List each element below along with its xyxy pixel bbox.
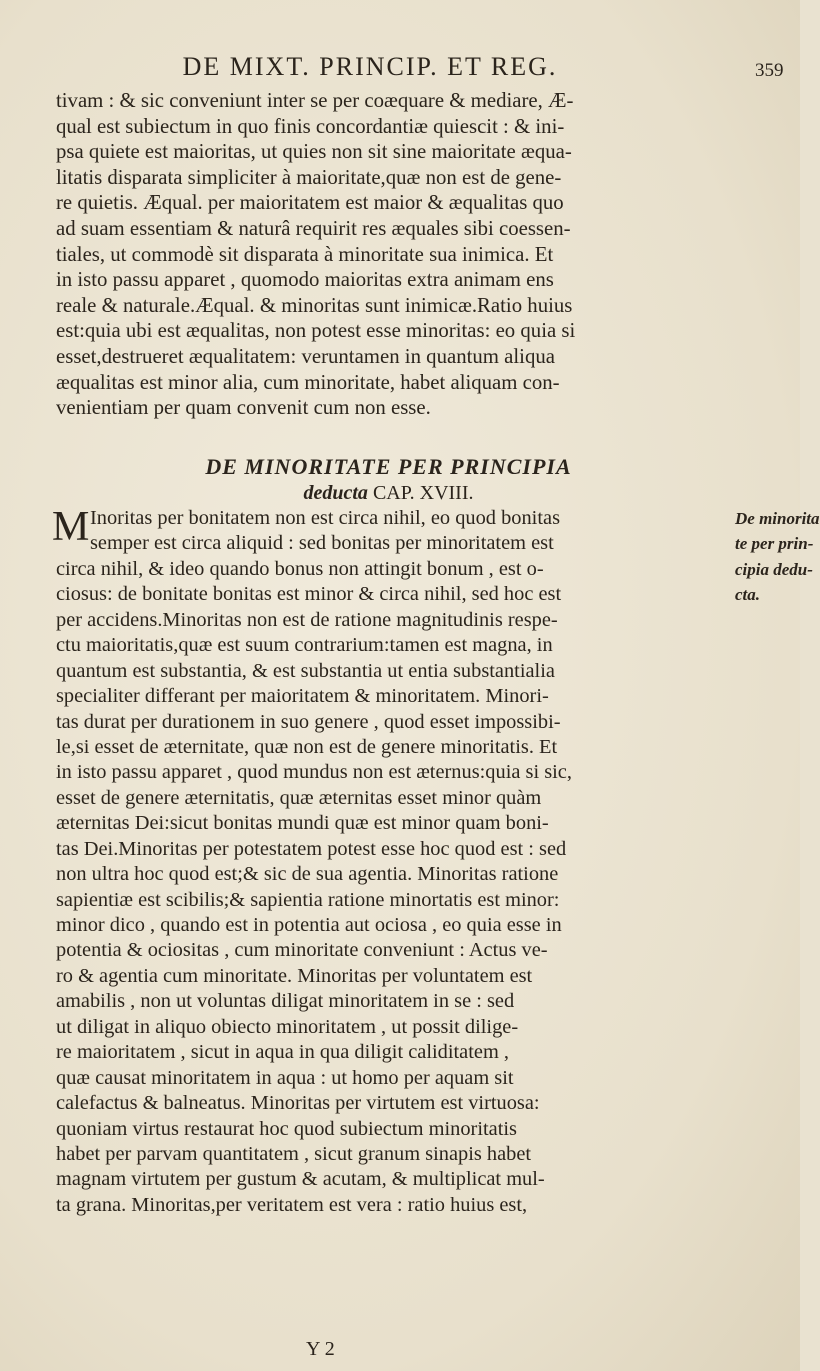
text-line: ciosus: de bonitate bonitas est minor & circa nihil, sed hoc est: [56, 583, 562, 606]
text-line: quoniam virtus restaurat hoc quod subiectum minoritatis: [56, 1117, 517, 1140]
text-line: ut diligat in aliquo obiecto minoritatem , ut possit dilige-: [56, 1015, 519, 1038]
chapter-body: [56, 506, 721, 1218]
text-line: specialiter differant per maioritatem & minoritatem. Minori-: [56, 685, 549, 708]
text-line: litatis disparata simpliciter à maioritate,quæ non est de gene-: [56, 165, 562, 189]
chapter-number: CAP. XVIII.: [372, 482, 474, 504]
text-line: esset de genere æternitatis, quæ æternitas esset minor quàm: [56, 786, 542, 809]
drop-cap: M: [52, 504, 90, 550]
text-line: per accidens.Minoritas non est de ratione magnitudinis respe-: [56, 608, 558, 631]
text-line: re maioritatem , sicut in aqua in qua diligit caliditatem ,: [56, 1041, 509, 1064]
chapter-subtitle: [56, 482, 721, 505]
text-line: calefactus & balneatus. Minoritas per virtutem est virtuosa:: [56, 1092, 540, 1115]
marginal-note-line: De minorita: [735, 509, 820, 528]
chapter-subtitle-italic: deducta: [303, 482, 368, 504]
text-line: tas durat per durationem in suo genere , quod esset impossibi-: [56, 710, 561, 733]
text-line: æternitas Dei:sicut bonitas mundi quæ est minor quam boni-: [56, 812, 549, 835]
text-line: qual est subiectum in quo finis concordantiæ quiescit : & ini-: [56, 114, 565, 138]
text-line: circa nihil, & ideo quando bonus non attingit bonum , est o-: [56, 557, 544, 580]
text-line: tiales, ut commodè sit disparata à minoritate sua inimica. Et: [56, 242, 554, 266]
text-line: Inoritas per bonitatem non est circa nihil, eo quod bonitas: [90, 507, 561, 529]
text-line: tas Dei.Minoritas per potestatem potest esse hoc quod est : sed: [56, 837, 567, 860]
text-line: ta grana. Minoritas,per veritatem est vera : ratio huius est,: [56, 1193, 528, 1216]
text-line: ad suam essentiam & naturâ requirit res æquales sibi coessen-: [56, 216, 571, 240]
text-line: in isto passu apparet , quomodo maioritas extra animam ens: [56, 268, 554, 292]
text-line: tivam : & sic conveniunt inter se per coæquare & mediare, Æ-: [56, 89, 574, 112]
text-line: habet per parvam quantitatem , sicut granum sinapis habet: [56, 1142, 532, 1165]
marginal-note-line: cta.: [735, 585, 761, 605]
text-line: reale & naturale.Æqual. & minoritas sunt inimicæ.Ratio huius: [56, 293, 573, 317]
text-line: re quietis. Æqual. per maioritatem est maior & æqualitas quo: [56, 191, 564, 215]
text-line: æqualitas est minor alia, cum minoritate, habet aliquam con-: [56, 370, 560, 394]
text-line: quæ causat minoritatem in aqua : ut homo per aquam sit: [56, 1066, 514, 1089]
text-line: psa quiete est maioritas, ut quies non sit sine maioritate æqua-: [56, 140, 572, 164]
text-line: ctu maioritatis,quæ est suum contrarium:tamen est magna, in: [56, 634, 553, 657]
text-line: amabilis , non ut voluntas diligat minoritatem in se : sed: [56, 990, 515, 1013]
marginal-note: [735, 506, 820, 608]
text-line: ro & agentia cum minoritate. Minoritas per voluntatem est: [56, 964, 533, 987]
text-line: non ultra hoc quod est;& sic de sua agentia. Minoritas ratione: [56, 863, 559, 886]
marginal-note-line: te per prin-: [735, 534, 814, 554]
chapter-title: DE MINORITATE PER PRINCIPIA: [205, 454, 572, 479]
text-line: venientiam per quam convenit cum non esse.: [56, 396, 431, 420]
text-line: in isto passu apparet , quod mundus non est æternus:quia si sic,: [56, 761, 572, 784]
text-line: minor dico , quando est in potentia aut ociosa , eo quia esse in: [56, 914, 562, 936]
text-line: le,si esset de æternitate, quæ non est de genere minoritatis. Et: [56, 735, 558, 758]
text-line: quantum est substantia, & est substantia ut entia substantialia: [56, 659, 555, 682]
text-line: magnam virtutem per gustum & acutam, & multiplicat mul-: [56, 1168, 545, 1191]
text-line: sapientiæ est scibilis;& sapientia ratione minortatis est minor:: [56, 888, 560, 911]
text-line: semper est circa aliquid : sed bonitas per minoritatem est: [90, 532, 554, 555]
text-line: est:quia ubi est æqualitas, non potest esse minoritas: eo quia si: [56, 319, 576, 343]
signature-mark: Y 2: [306, 1338, 335, 1360]
marginal-note-line: cipia dedu-: [735, 559, 813, 579]
top-paragraph: [56, 88, 721, 421]
running-title: DE MIXT. PRINCIP. ET REG.: [182, 52, 558, 81]
page-number: 359: [755, 60, 784, 81]
text-line: potentia & ociositas , cum minoritate conveniunt : Actus ve-: [56, 939, 548, 962]
text-line: esset,destrueret æqualitatem: veruntamen in quantum aliqua: [56, 344, 555, 368]
